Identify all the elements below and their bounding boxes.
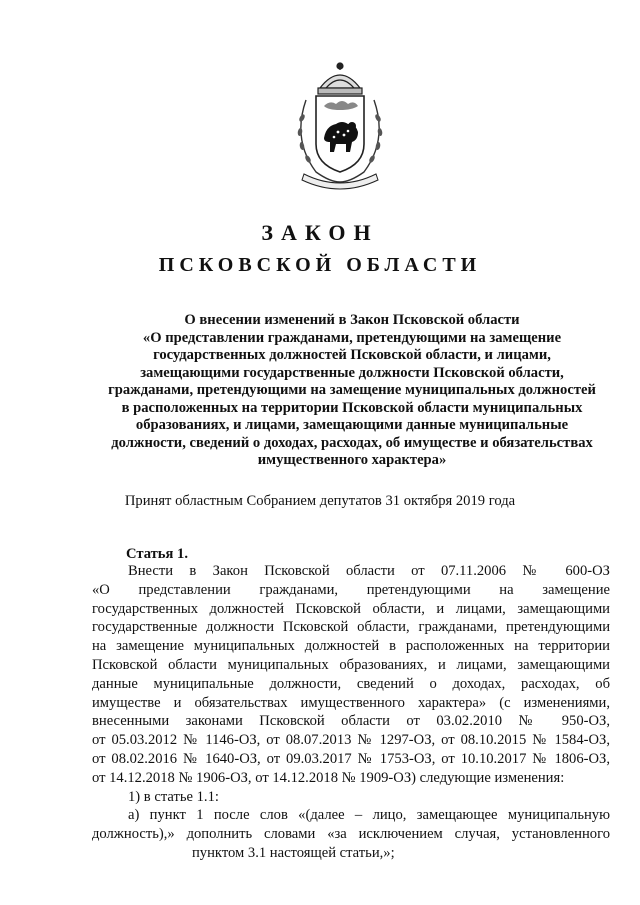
body-line: должность),» дополнить словами «за исключением случая, установленного (92, 826, 610, 843)
body-line: данные муниципальные должности, сведений о доходах, расходах, об (92, 675, 610, 692)
coat-of-arms-emblem (286, 60, 394, 190)
article-body (92, 562, 610, 863)
body-line: а) пункт 1 после слов «(далее – лицо, замещающее муниципальную (128, 807, 610, 824)
subject-line: «О представлении гражданами, претендующими на замещение (142, 329, 562, 346)
body-line: «О представлении гражданами, претендующими на замещение (92, 581, 610, 598)
body-line: от 08.02.2016 № 1640-ОЗ, от 09.03.2017 № 1753-ОЗ, от 10.10.2017 № 1806-ОЗ, (92, 750, 610, 767)
body-line: имуществе и обязательствах имущественного характера» (с изменениями, (92, 694, 610, 711)
body-line: государственных должностей Псковской области, и лицами, замещающими (92, 600, 610, 617)
body-line: Внести в Закон Псковской области от 07.11.2006 № 600-ОЗ (128, 563, 610, 579)
body-line: пунктом 3.1 настоящей статьи,»; (192, 844, 395, 861)
adoption-note: Принят областным Собранием депутатов 31 октября 2019 года (124, 493, 516, 509)
subject-line: гражданами, претендующими на замещение муниципальных должностей (108, 382, 596, 398)
body-line: Псковской области муниципальных образованиях, и лицами, замещающими (92, 656, 610, 673)
body-line: от 14.12.2018 № 1906-ОЗ, от 14.12.2018 № 1909-ОЗ) следующие изменения: (92, 769, 565, 786)
body-line: на замещение муниципальных должностей в расположенных на территории (92, 638, 610, 655)
body-line: внесенными законами Псковской области от 03.02.2010 № 950-ОЗ, (92, 713, 610, 730)
subject-line: должности, сведений о доходах, расходах, об имуществе и обязательствах (111, 434, 593, 451)
subject-line: О внесении изменений в Закон Псковской области (184, 312, 520, 328)
document-region: ПСКОВСКОЙ ОБЛАСТИ (158, 254, 482, 276)
subject-line: имущественного характера» (257, 452, 447, 468)
document-title: ЗАКОН (261, 220, 379, 245)
subject-line: в расположенных на территории Псковской области муниципальных (121, 399, 583, 416)
body-line: государственные должности Псковской области, гражданами, претендующими (92, 619, 610, 636)
subject-line: замещающими государственные должности Псковской области, (140, 364, 564, 381)
body-line: 1) в статье 1.1: (128, 788, 219, 805)
body-line: от 05.03.2012 № 1146-ОЗ, от 08.07.2013 № 1297-ОЗ, от 08.10.2015 № 1584-ОЗ, (92, 732, 610, 749)
article-heading: Статья 1. (126, 546, 188, 562)
subject-line: образованиях, и лицами, замещающими данные муниципальные (135, 417, 569, 433)
law-subject (92, 312, 612, 470)
subject-line: государственных должностей Псковской области, и лицами, (153, 347, 551, 363)
